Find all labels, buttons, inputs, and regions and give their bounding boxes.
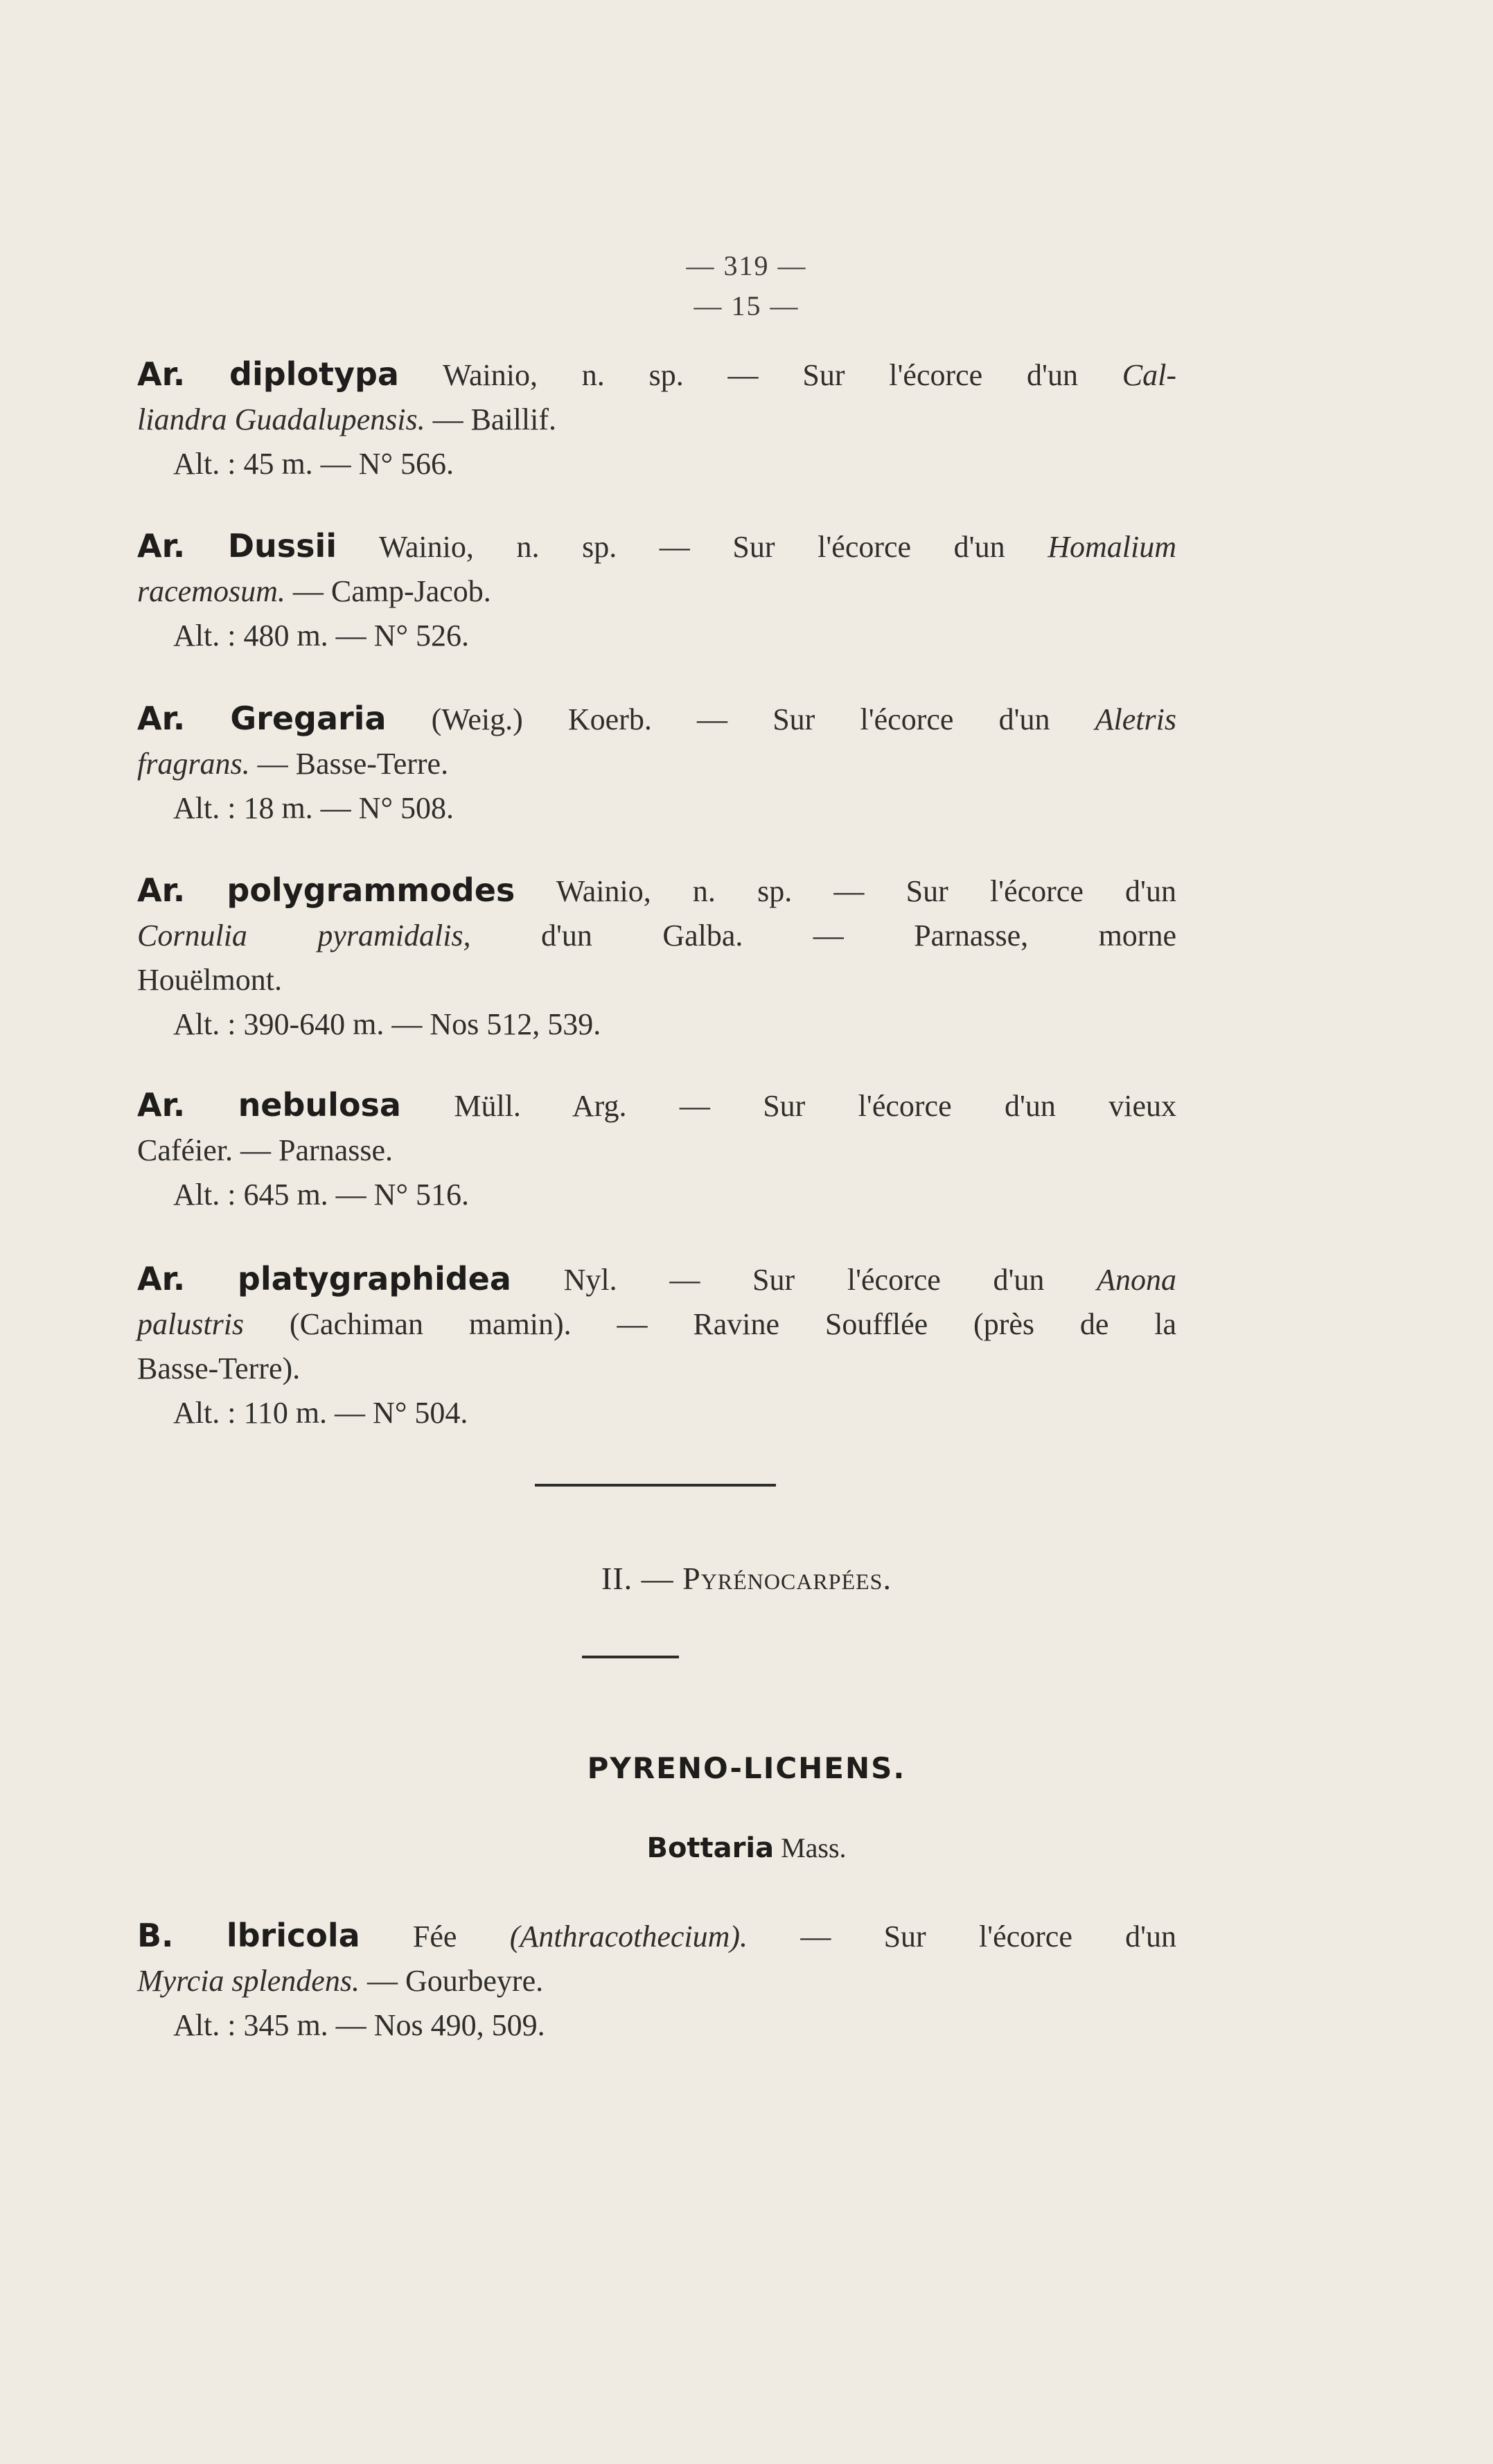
- species-name: lbricola: [226, 1917, 360, 1954]
- entry-text: Wainio, n. sp. — Sur l'écorce d'un: [378, 530, 1005, 564]
- entry-line: Basse-Terre).: [137, 1351, 301, 1385]
- section-title: Pyrénocarpées.: [682, 1561, 892, 1596]
- species-name: Gregaria: [230, 700, 387, 737]
- page-number-bottom: — 15 —: [694, 290, 799, 321]
- entry-line: [137, 398, 1176, 442]
- genus-abbrev: B.: [137, 1917, 174, 1954]
- species-entry: [137, 1083, 1176, 1217]
- host-name: (Anthracothecium).: [509, 1920, 748, 1953]
- section-number: II. —: [601, 1561, 674, 1596]
- locality: — Gourbeyre.: [366, 1964, 544, 1998]
- locality: — Basse-Terre.: [257, 747, 449, 781]
- altitude-line: Alt. : 45 m. — N° 566.: [173, 447, 454, 481]
- genus-abbrev: Ar.: [137, 700, 186, 737]
- genus-abbrev: Ar.: [137, 1260, 186, 1297]
- host-name: Aletris: [1095, 702, 1176, 736]
- page-number-top: — 319 —: [686, 250, 807, 281]
- entry-text: (Weig.) Koerb. — Sur l'écorce d'un: [431, 702, 1050, 736]
- entry-line: [137, 1913, 1176, 1959]
- species-entry: [137, 352, 1176, 486]
- entry-text: Wainio, n. sp. — Sur l'écorce d'un: [556, 874, 1176, 908]
- entry-line: [137, 914, 1176, 958]
- genus-heading-author: Mass.: [781, 1832, 847, 1863]
- section-heading: [0, 1560, 1493, 1597]
- locality: (Cachiman mamin). — Ravine Soufflée (près de la: [289, 1307, 1177, 1341]
- entry-line: [137, 1302, 1176, 1347]
- species-entry: [137, 696, 1176, 831]
- host-name: fragrans.: [137, 747, 250, 781]
- entry-line: [137, 1959, 1176, 2003]
- entry-line: [137, 1257, 1176, 1302]
- genus-abbrev: Ar.: [137, 527, 186, 565]
- species-entry: [137, 1257, 1176, 1435]
- altitude-line: Alt. : 390-640 m. — Nos 512, 539.: [173, 1007, 601, 1041]
- species-name: platygraphidea: [237, 1260, 511, 1297]
- entry-line: [137, 524, 1176, 569]
- entry-line: [137, 569, 1176, 614]
- altitude-line: Alt. : 645 m. — N° 516.: [173, 1178, 470, 1212]
- genus-abbrev: Ar.: [137, 871, 186, 909]
- host-name: Myrcia splendens.: [137, 1964, 360, 1998]
- altitude-line: Alt. : 110 m. — N° 504.: [173, 1396, 468, 1430]
- genus-heading-name: Bottaria: [646, 1832, 775, 1864]
- altitude-line: Alt. : 18 m. — N° 508.: [173, 791, 454, 825]
- entry-text: — Sur l'écorce d'un: [800, 1920, 1177, 1953]
- locality: — Camp-Jacob.: [292, 574, 491, 608]
- entry-line: [137, 1083, 1176, 1128]
- species-name: Dussii: [227, 527, 337, 565]
- altitude-line: Alt. : 480 m. — N° 526.: [173, 619, 470, 653]
- host-name: liandra Guadalupensis.: [137, 402, 425, 436]
- species-name: nebulosa: [238, 1086, 401, 1124]
- host-name: palustris: [137, 1307, 245, 1341]
- genus-abbrev: Ar.: [137, 1086, 186, 1124]
- host-name: Cornulia pyramidalis,: [137, 919, 471, 952]
- host-name: Homalium: [1048, 530, 1176, 564]
- host-name: Anona: [1097, 1263, 1177, 1297]
- genus-heading: [0, 1832, 1493, 1864]
- entry-line: [137, 696, 1176, 742]
- altitude-line: Alt. : 345 m. — Nos 490, 509.: [173, 2008, 545, 2042]
- locality: d'un Galba. — Parnasse, morne: [540, 919, 1176, 952]
- entry-line: [137, 352, 1176, 398]
- entry-text: Fée: [412, 1920, 457, 1953]
- short-rule: [582, 1656, 679, 1658]
- species-entry: [137, 1913, 1176, 2048]
- locality: — Baillif.: [432, 402, 557, 436]
- host-name: Cal-: [1122, 358, 1176, 392]
- entry-line: [137, 742, 1176, 786]
- entry-line: Houëlmont.: [137, 963, 282, 997]
- entry-line: Caféier. — Parnasse.: [137, 1133, 393, 1167]
- species-name: diplotypa: [229, 355, 399, 393]
- entry-line: [137, 868, 1176, 914]
- species-entry: [137, 524, 1176, 658]
- entry-text: Nyl. — Sur l'écorce d'un: [563, 1263, 1045, 1297]
- host-name: racemosum.: [137, 574, 285, 608]
- entry-text: Müll. Arg. — Sur l'écorce d'un vieux: [454, 1089, 1176, 1123]
- species-entry: [137, 868, 1176, 1047]
- subsection-heading: PYRENO-LICHENS.: [587, 1751, 906, 1785]
- species-name: polygrammodes: [227, 871, 515, 909]
- entry-text: Wainio, n. sp. — Sur l'écorce d'un: [442, 358, 1078, 392]
- genus-abbrev: Ar.: [137, 355, 186, 393]
- divider-rule: [535, 1484, 776, 1487]
